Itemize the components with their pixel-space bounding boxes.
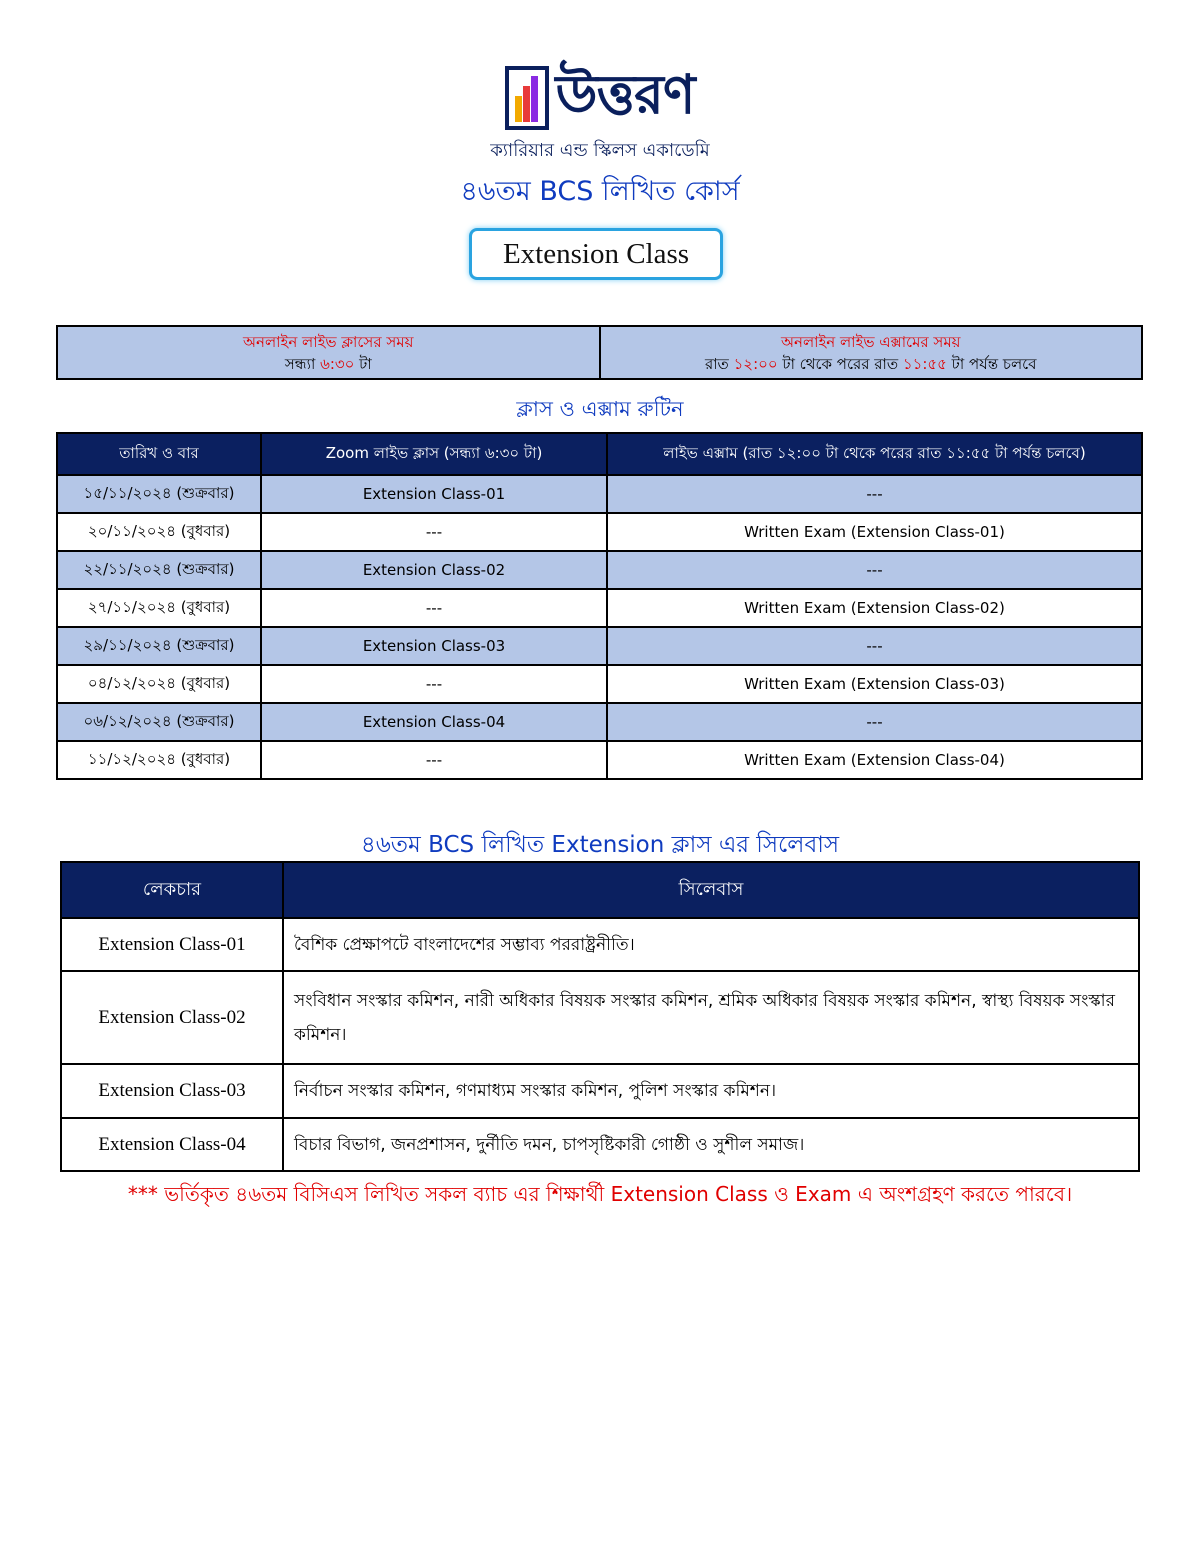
exam-time-start: ১২:০০ [733, 354, 778, 373]
class-time-suffix: টা [354, 354, 372, 373]
syllabus-lecture: Extension Class-01 [61, 918, 283, 971]
syllabus-content: বৈশিক প্রেক্ষাপটে বাংলাদেশের সম্ভাব্য পররাষ্ট্রনীতি। [283, 918, 1139, 971]
routine-date: ২০/১১/২০২৪ (বুধবার) [57, 513, 261, 551]
routine-table [56, 432, 1143, 780]
class-timing-label: অনলাইন লাইভ ক্লাসের সময় [243, 332, 414, 351]
routine-date: ০৬/১২/২০২৪ (শুক্রবার) [57, 703, 261, 741]
table-row [57, 703, 1142, 741]
course-title: ৪৬তম BCS লিখিত কোর্স [460, 176, 740, 207]
routine-date: ১৫/১১/২০২৪ (শুক্রবার) [57, 475, 261, 513]
exam-time-p1: রাত [704, 354, 734, 373]
page-header [0, 60, 1200, 216]
table-row [57, 627, 1142, 665]
class-timing [58, 327, 599, 378]
routine-date: ২৭/১১/২০২৪ (বুধবার) [57, 589, 261, 627]
syllabus-content: বিচার বিভাগ, জনপ্রশাসন, দুর্নীতি দমন, চাপসৃষ্টিকারী গোষ্ঠী ও সুশীল সমাজ। [283, 1118, 1139, 1171]
routine-date: ২২/১১/২০২৪ (শুক্রবার) [57, 551, 261, 589]
exam-time-p2: টা থেকে পরের রাত [777, 354, 903, 373]
syllabus-content: সংবিধান সংস্কার কমিশন, নারী অধিকার বিষয়ক সংস্কার কমিশন, শ্রমিক অধিকার বিষয়ক সংস্কার কমিশন, স্বাস্থ্য বিষয়ক সংস্কার কমিশন। [283, 971, 1139, 1064]
routine-exam: Written Exam (Extension Class-01) [607, 513, 1142, 551]
class-time-prefix: সন্ধ্যা [284, 354, 321, 373]
brand-name: উত্তরণ [555, 63, 695, 126]
routine-class: Extension Class-03 [261, 627, 607, 665]
syllabus-header-lecture: লেকচার [61, 862, 283, 918]
routine-class: --- [261, 589, 607, 627]
class-timing-value [285, 353, 372, 375]
routine-exam: --- [607, 627, 1142, 665]
table-row [57, 589, 1142, 627]
brand [0, 60, 1200, 136]
table-row [61, 1064, 1139, 1118]
routine-exam: --- [607, 475, 1142, 513]
routine-class: --- [261, 741, 607, 779]
routine-exam: Written Exam (Extension Class-04) [607, 741, 1142, 779]
timing-box [56, 325, 1143, 380]
routine-exam: --- [607, 703, 1142, 741]
routine-class: Extension Class-04 [261, 703, 607, 741]
routine-exam: Written Exam (Extension Class-02) [607, 589, 1142, 627]
routine-title: ক্লাস ও এক্সাম রুটিন [516, 397, 684, 421]
table-row [61, 1118, 1139, 1171]
table-row [57, 665, 1142, 703]
routine-date: ০৪/১২/২০২৪ (বুধবার) [57, 665, 261, 703]
logo-icon [505, 66, 549, 130]
routine-header-exam: লাইভ এক্সাম (রাত ১২:০০ টা থেকে পরের রাত ১১:৫৫ টা পর্যন্ত চলবে) [607, 433, 1142, 475]
tagline: ক্যারিয়ার এন্ড স্কিলস একাডেমি [490, 140, 710, 161]
routine-class: Extension Class-01 [261, 475, 607, 513]
routine-header-class: Zoom লাইভ ক্লাস (সন্ধ্যা ৬:৩০ টা) [261, 433, 607, 475]
table-row [57, 551, 1142, 589]
routine-exam: --- [607, 551, 1142, 589]
routine-class: Extension Class-02 [261, 551, 607, 589]
exam-time-end: ১১:৫৫ [902, 354, 947, 373]
syllabus-title: ৪৬তম BCS লিখিত Extension ক্লাস এর সিলেবাস [360, 832, 840, 858]
exam-timing-value [705, 353, 1037, 375]
routine-class: --- [261, 665, 607, 703]
syllabus-lecture: Extension Class-02 [61, 971, 283, 1064]
exam-timing [599, 327, 1142, 378]
routine-date: ২৯/১১/২০২৪ (শুক্রবার) [57, 627, 261, 665]
extension-class-badge: Extension Class [469, 228, 723, 280]
routine-exam: Written Exam (Extension Class-03) [607, 665, 1142, 703]
syllabus-content: নির্বাচন সংস্কার কমিশন, গণমাধ্যম সংস্কার কমিশন, পুলিশ সংস্কার কমিশন। [283, 1064, 1139, 1118]
routine-class: --- [261, 513, 607, 551]
table-row [57, 513, 1142, 551]
table-row [61, 918, 1139, 971]
class-time-number: ৬:৩০ [320, 354, 355, 373]
routine-header-row [57, 433, 1142, 475]
eligibility-note: *** ভর্তিকৃত ৪৬তম বিসিএস লিখিত সকল ব্যাচ এর শিক্ষার্থী Extension Class ও Exam এ অংশগ্রহণ করতে পারবে। [127, 1182, 1073, 1206]
table-row [57, 741, 1142, 779]
syllabus-lecture: Extension Class-03 [61, 1064, 283, 1118]
routine-date: ১১/১২/২০২৪ (বুধবার) [57, 741, 261, 779]
syllabus-lecture: Extension Class-04 [61, 1118, 283, 1171]
exam-time-p3: টা পর্যন্ত চলবে [946, 354, 1037, 373]
syllabus-header-content: সিলেবাস [283, 862, 1139, 918]
syllabus-table [60, 861, 1140, 1172]
syllabus-header-row [61, 862, 1139, 918]
table-row [57, 475, 1142, 513]
table-row [61, 971, 1139, 1064]
exam-timing-label: অনলাইন লাইভ এক্সামের সময় [781, 332, 961, 351]
routine-header-date: তারিখ ও বার [57, 433, 261, 475]
